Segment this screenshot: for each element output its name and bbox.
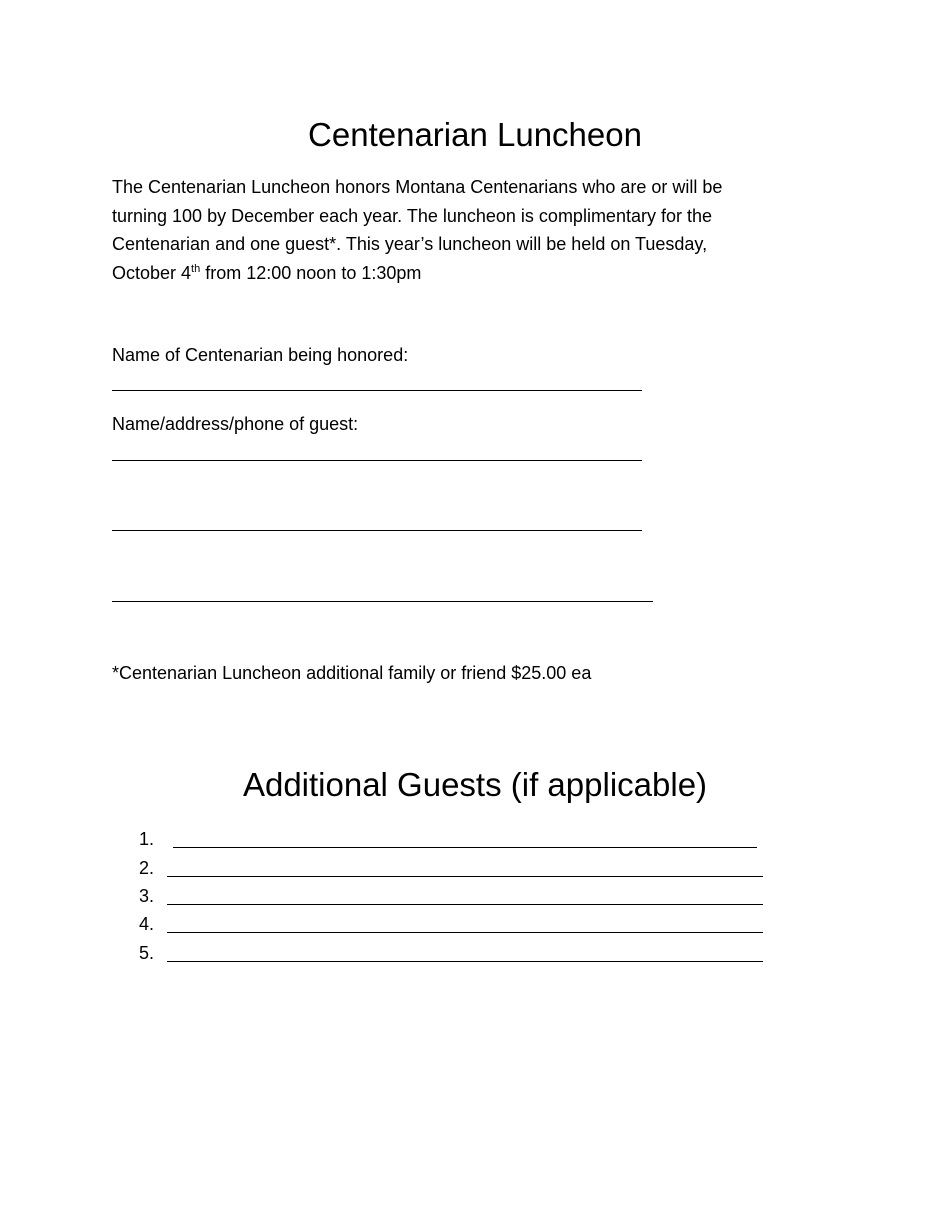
intro-line-4-start: October 4 [112,262,192,283]
guest-info-blank-2[interactable] [112,530,642,531]
centenarian-name-blank[interactable] [112,390,642,391]
additional-fee-note: *Centenarian Luncheon additional family or friend $25.00 ea [112,663,592,683]
guest-name-blank[interactable] [167,932,763,933]
intro-line-3: Centenarian and one guest*. This year’s luncheon will be held on Tuesday, [112,234,708,254]
guest-list-number: 1. [139,829,155,849]
guest-list-number: 2. [139,858,155,878]
guest-name-blank[interactable] [167,961,763,962]
intro-line-2: turning 100 by December each year. The luncheon is complimentary for the [112,205,712,226]
ordinal-suffix: th [191,262,201,275]
guest-info-blank-1[interactable] [112,460,642,461]
page-title: Centenarian Luncheon [308,116,642,153]
intro-line-1: The Centenarian Luncheon honors Montana Centenarians who are or will be [112,177,723,197]
guest-list-number: 4. [139,914,155,934]
guest-info-blank-3[interactable] [112,601,653,602]
additional-guests-title: Additional Guests (if applicable) [242,766,708,803]
intro-line-4-end: from 12:00 noon to 1:30pm [200,262,422,283]
guest-list-number: 5. [139,943,155,963]
intro-paragraph [112,173,812,287]
centenarian-name-label: Name of Centenarian being honored: [112,345,409,365]
guest-name-blank[interactable] [167,904,763,905]
guest-name-blank[interactable] [167,876,763,877]
guest-name-blank[interactable] [173,847,757,848]
guest-list-number: 3. [139,886,155,906]
guest-info-label: Name/address/phone of guest: [112,414,359,434]
